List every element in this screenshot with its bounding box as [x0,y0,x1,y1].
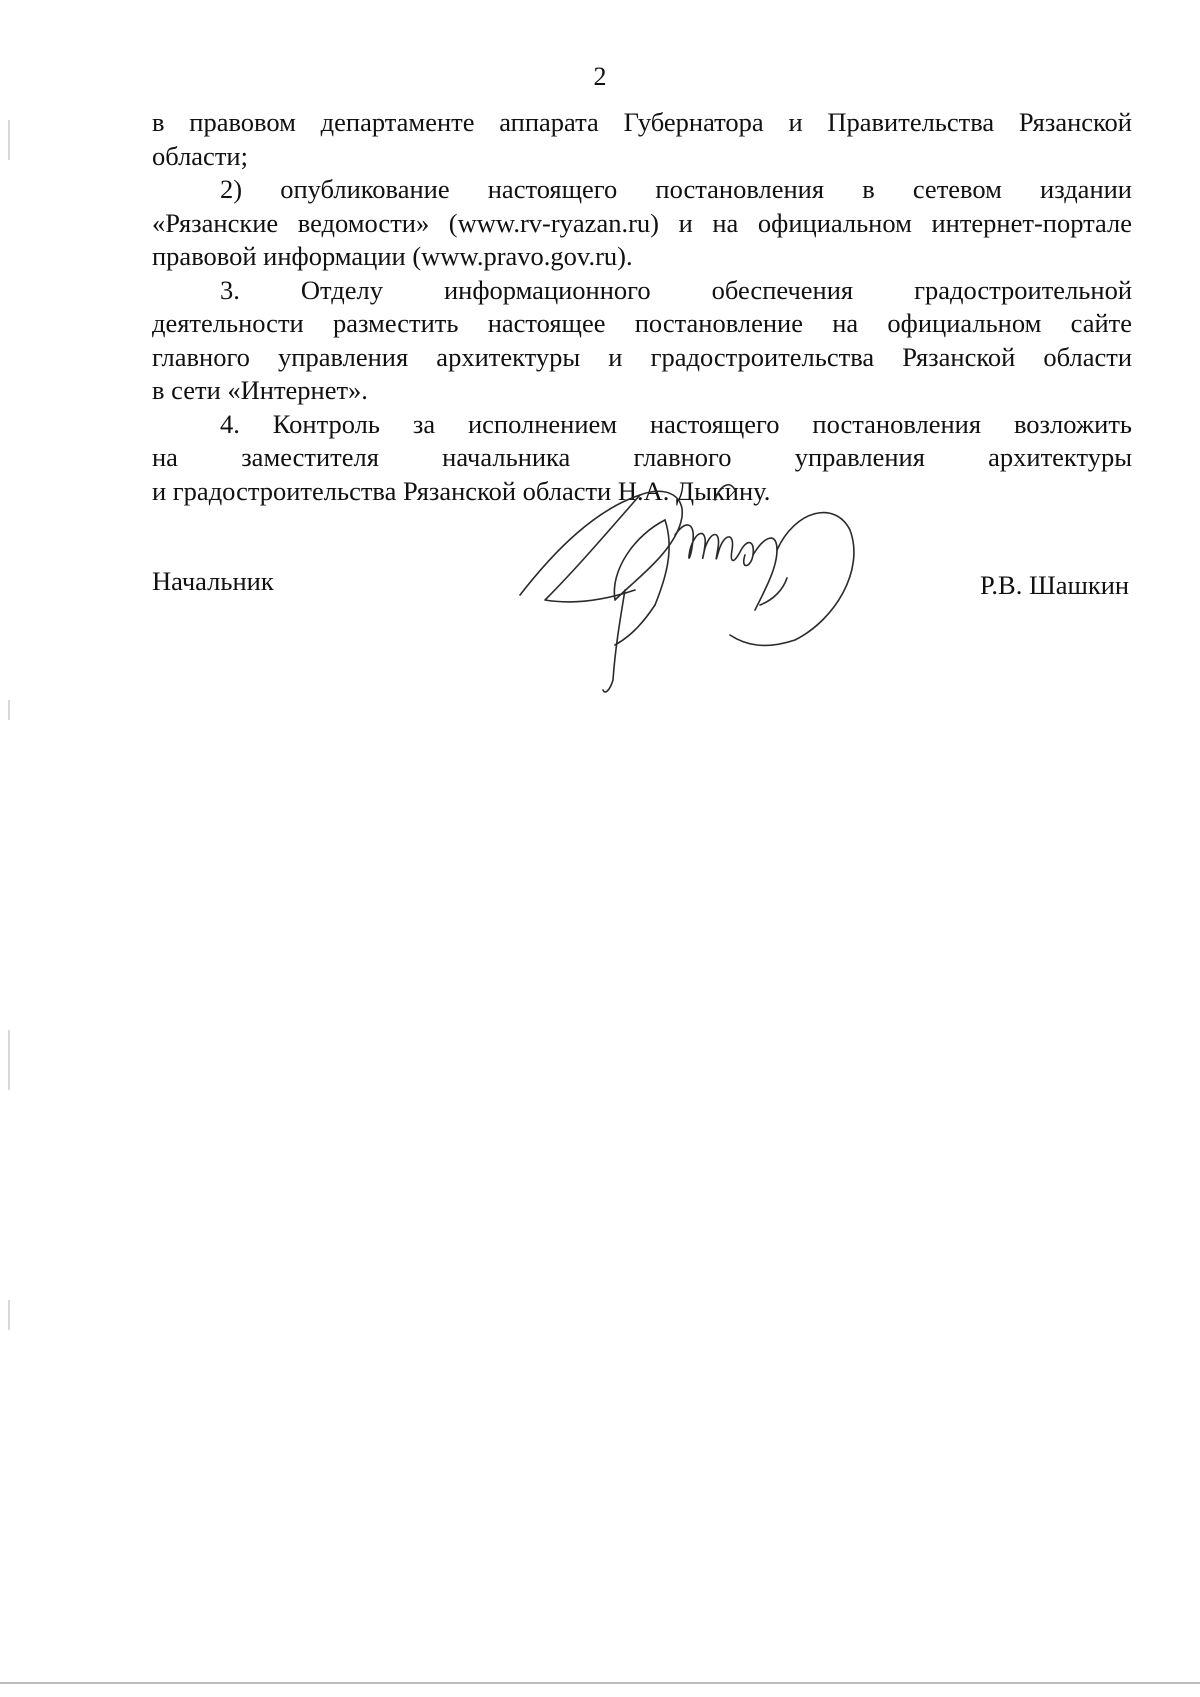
scan-artifact [8,700,10,720]
text-line: и градостроительства Рязанской области Н.А. Дыкину. [152,475,771,506]
scan-bottom-edge [0,1682,1200,1684]
text-line: «Рязанские ведомости» (www.rv-ryazan.ru) и на официальном интернет-портале [152,207,1132,238]
text-line: на заместителя начальника главного управления архитектуры [152,442,1132,472]
text-line: в правовом департаменте аппарата Губернатора и Правительства Рязанской [152,107,1132,137]
paragraph-item-2 [152,173,1132,274]
text-line: области; [152,140,248,171]
text-line: 4. Контроль за исполнением настоящего постановления возложить [220,408,1132,439]
signer-position: Начальник [152,566,274,596]
text-line: главного управления архитектуры и градостроительства Рязанской области [152,341,1132,372]
text-line: деятельности разместить настоящее постановление на официальном сайте [152,308,1132,338]
text-line: 3. Отделу информационного обеспечения градостроительной [220,274,1132,305]
scan-artifact [8,1300,10,1330]
scan-artifact [8,120,10,160]
paragraph-continuation [152,106,1132,173]
text-line: в сети «Интернет». [152,375,368,405]
text-line: 2) опубликование настоящего постановления в сетевом издании [220,174,1132,204]
paragraph-item-3 [152,274,1132,408]
scan-artifact [8,1030,10,1090]
text-line: правовой информации (www.pravo.gov.ru). [152,241,633,271]
signer-name: Р.В. Шашкин [980,570,1130,600]
handwritten-signature [515,440,875,710]
page-number: 2 [593,62,607,91]
